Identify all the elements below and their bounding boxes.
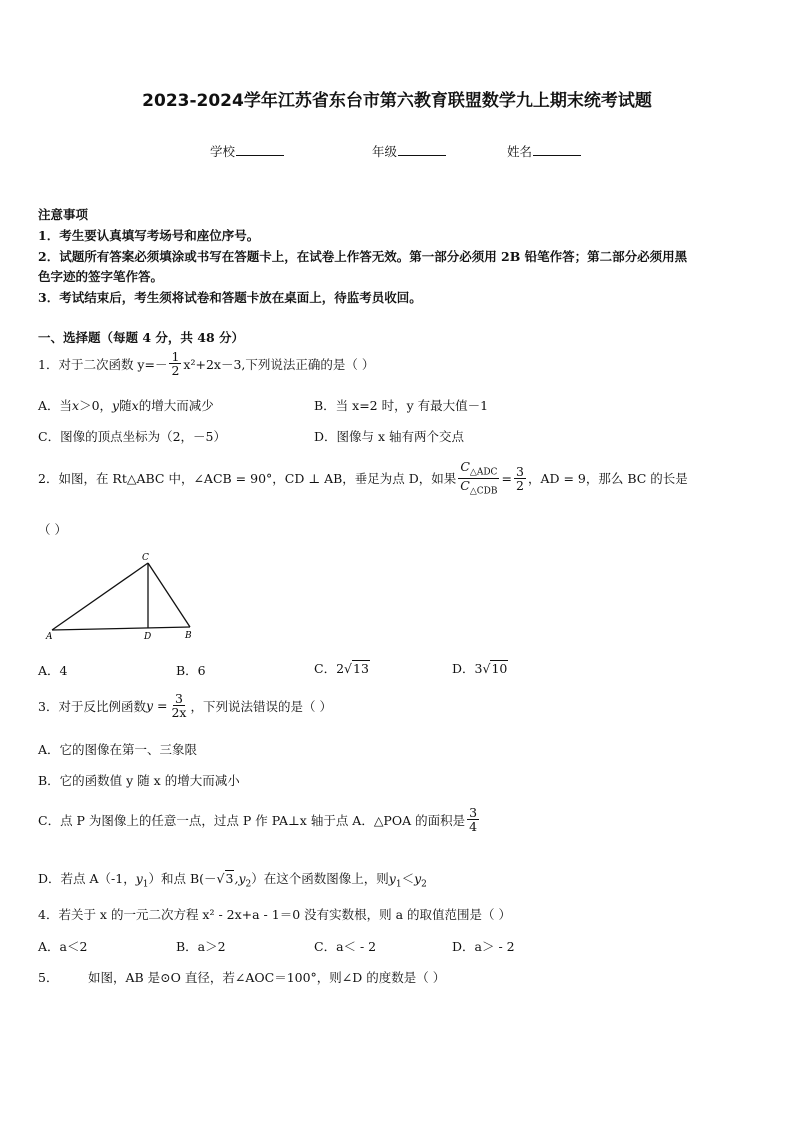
notice-item-2-cont: 色字迹的签字笔作答。	[38, 269, 164, 284]
q4-option-c[interactable]: C．a＜ - 2	[314, 939, 377, 954]
q3-option-d[interactable]	[38, 869, 427, 890]
q2-option-d[interactable]	[452, 659, 508, 677]
q1-fraction	[169, 350, 181, 377]
name-label: 姓名	[507, 144, 533, 159]
q3-c-num: 3	[469, 805, 478, 820]
sqrt-icon: √10	[482, 661, 508, 676]
q3-d-mid2: ,y	[234, 871, 246, 886]
triangle-figure	[40, 550, 210, 642]
notice-heading: 注意事项	[38, 207, 89, 222]
question-2	[38, 460, 688, 497]
q2-d-pre: D．3	[452, 661, 483, 676]
q3-option-c[interactable]	[38, 806, 481, 833]
school-blank[interactable]	[236, 143, 284, 156]
q3-suffix: ，下列说法错误的是（ ）	[190, 698, 332, 714]
q3-d-y2b: y	[414, 871, 422, 886]
label-a: A	[46, 632, 53, 642]
q2-frac2-num: 3	[515, 463, 524, 479]
q2-c-pre: C．2	[314, 661, 345, 676]
q1-frac-den: 2	[171, 363, 180, 379]
question-5: 如图，AB 是⊙O 直径，若∠AOC＝100°，则∠D 的度数是（ ）	[88, 970, 446, 985]
q3-option-b[interactable]: B．它的函数值 y 随 x 的增大而减小	[38, 773, 240, 788]
grade-blank[interactable]	[398, 143, 446, 156]
grade-label: 年级	[372, 144, 398, 159]
q3-d-mid: ）和点 B(－	[148, 871, 217, 886]
q4-option-d[interactable]: D．a＞ - 2	[452, 939, 515, 954]
q1-prefix: 1．对于二次函数 y=－	[38, 356, 168, 372]
label-d: D	[144, 632, 152, 642]
q2-option-b[interactable]: B．6	[176, 663, 206, 678]
q2-frac-num-sub: △ADC	[469, 467, 498, 478]
q1-a-suf: 随	[119, 398, 132, 413]
school-label: 学校	[210, 144, 236, 159]
q3-c-text: C．点 P 为图像上的任意一点，过点 P 作 PA⊥x 轴于点 A．△POA 的面积是	[38, 812, 466, 828]
q1-frac-num: 1	[171, 349, 180, 364]
q1-option-c[interactable]: C．图像的顶点坐标为（2，－5）	[38, 429, 226, 444]
q3-option-a[interactable]: A．它的图像在第一、三象限	[38, 742, 198, 757]
q3-c-fraction	[467, 806, 479, 833]
side-cb	[148, 563, 190, 627]
grade-field[interactable]	[372, 142, 446, 160]
q1-a-x2: x	[131, 398, 139, 413]
q2-d-radicand: 10	[491, 661, 508, 676]
question-5-number: 5．	[38, 970, 59, 985]
exam-title: 2023-2024学年江苏省东台市第六教育联盟数学九上期末统考试题	[142, 91, 652, 111]
side-ac	[52, 563, 148, 630]
notice-item-3: 3．考试结束后，考生须将试卷和答题卡放在桌面上，待监考员收回。	[38, 290, 422, 305]
q3-prefix: 3．对于反比例函数	[38, 698, 146, 714]
q2-frac-num: C	[460, 459, 470, 474]
label-c: C	[142, 553, 149, 563]
q2-fraction-1	[458, 460, 499, 497]
q3-d-sub1b: 1	[395, 879, 402, 890]
q2-fraction-2	[514, 465, 526, 492]
q3-d-y1: y	[135, 871, 143, 886]
q1-a-y: y	[112, 398, 120, 413]
q1-option-a[interactable]	[38, 396, 214, 414]
q1-option-b[interactable]: B．当 x=2 时，y 有最大值－1	[314, 398, 489, 413]
q3-d-lt: ＜	[401, 871, 415, 886]
q1-suffix: x²+2x－3,下列说法正确的是（ ）	[183, 356, 375, 372]
q2-answer-paren: （ ）	[38, 522, 67, 537]
q3-c-den: 4	[469, 819, 478, 835]
q2-suffix: ，AD = 9，那么 BC 的长是	[527, 471, 688, 487]
q3-d-y1b: y	[388, 871, 396, 886]
question-4: 4．若关于 x 的一元二次方程 x² - 2x+a - 1＝0 没有实数根，则 a 的取值范围是（ ）	[38, 907, 512, 922]
q3-frac-den: 2x	[171, 705, 187, 721]
q3-d-pre: D．若点 A（-1，	[38, 871, 136, 886]
q3-d-sub1: 1	[142, 879, 149, 890]
q3-frac-num: 3	[175, 691, 183, 706]
q3-fraction	[169, 692, 188, 719]
q2-c-radicand: 13	[353, 661, 369, 676]
q1-option-d[interactable]: D．图像与 x 轴有两个交点	[314, 429, 465, 444]
q2-option-c[interactable]	[314, 659, 370, 677]
notice-item-1: 1．考生要认真填写考场号和座位序号。	[38, 228, 260, 243]
q1-a-mid: ＞0，	[79, 398, 113, 413]
section-heading: 一、选择题（每题 4 分，共 48 分）	[38, 330, 245, 345]
q1-a-pre: A．当	[38, 398, 73, 413]
label-b: B	[185, 631, 192, 641]
q2-equals: =	[501, 470, 512, 486]
q1-a-x: x	[72, 398, 80, 413]
name-blank[interactable]	[533, 143, 581, 156]
side-ab	[52, 627, 190, 630]
q2-frac2-den: 2	[515, 477, 524, 493]
sqrt-icon: √3	[216, 871, 234, 886]
q4-option-b[interactable]: B．a＞2	[176, 939, 226, 954]
q3-d-suffix: ）在这个函数图像上，则	[251, 871, 389, 886]
q1-a-end: 的增大而减少	[138, 398, 214, 413]
q3-d-radicand: 3	[225, 871, 234, 886]
sqrt-icon: √13	[344, 661, 369, 676]
question-3	[38, 692, 332, 719]
q2-option-a[interactable]: A．4	[38, 663, 68, 678]
notice-item-2: 2．试题所有答案必须填涂或书写在答题卡上，在试卷上作答无效。第一部分必须用 2B 铅笔作答；第二部分必须用黑	[38, 249, 688, 264]
q2-frac-den: C	[460, 477, 470, 493]
school-field[interactable]	[210, 142, 284, 160]
q3-d-sub2b: 2	[421, 879, 427, 890]
q3-d-sub2: 2	[245, 879, 252, 890]
q3-y: y =	[145, 698, 168, 714]
name-field[interactable]	[507, 142, 581, 160]
question-1	[38, 350, 374, 377]
q4-option-a[interactable]: A．a＜2	[38, 939, 88, 954]
q2-frac-den-sub: △CDB	[469, 486, 498, 497]
q2-prefix: 2．如图，在 Rt△ABC 中，∠ACB = 90°，CD ⊥ AB，垂足为点 D，如果	[38, 471, 457, 487]
